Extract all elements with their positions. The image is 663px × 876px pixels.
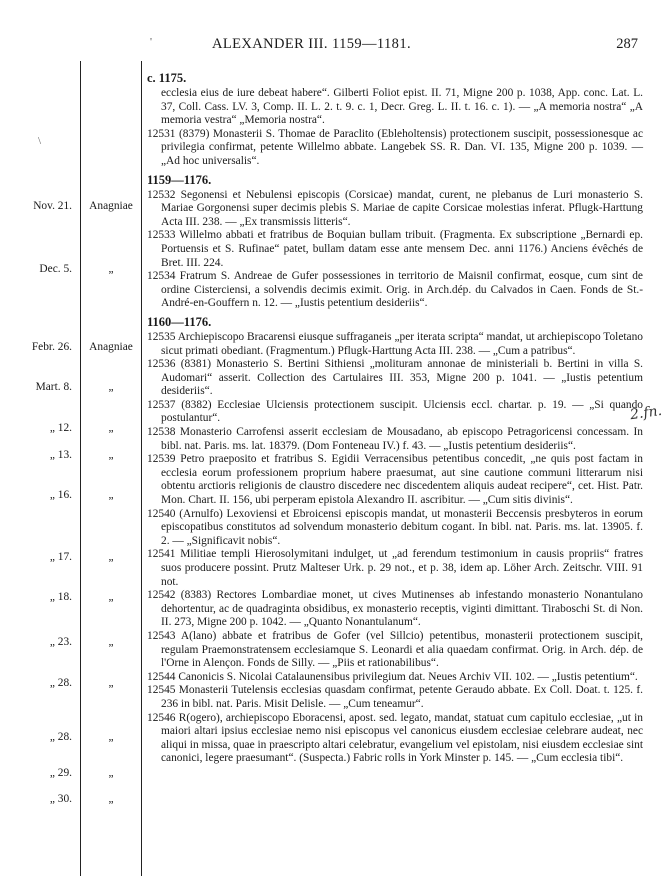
margin-place: „ xyxy=(108,551,114,563)
section-date-heading: c. 1175. xyxy=(147,71,187,85)
regest-entry: 12538 Monasterio Carrofensi asserit ecclesiam de Mousadano, ab episcopo Petragoricensi concessam. In bibl. nat. Paris. ms. lat. 18379. (Dom Fonteneau IV.) f. 43. — „Iustis petentium desideriis“. xyxy=(147,426,643,452)
margin-date: Dec. 5. xyxy=(39,263,72,275)
margin-place: Anagniae xyxy=(89,341,133,353)
margin-date: Mart. 8. xyxy=(35,381,72,393)
page-header xyxy=(0,36,650,52)
regest-entry: 12542 (8383) Rectores Lombardiae monet, ut cives Mutinenses ab infestando monasterio Nonantulano dehortentur, ac de quadraginta obsidibus, ex monasterio receptis, viginti dimittant. Tiraboschi St. di Non. II. 273, Migne 200 p. 1042. — „Quanto Nonantulanum“. xyxy=(147,589,643,629)
margin-place: „ xyxy=(108,793,114,805)
regest-entry: 12543 A(lano) abbate et fratribus de Gofer (vel Sillcio) petentibus, monasterii protectionem suscipit, regulam Praemonstratensem ecclesiamque S. Leonardi et alia quaedam confirmat. Orig. in Arch. dép. de l'Orne in Alençon. Fonds de Silly. — „Piis et rationabilibus“. xyxy=(147,629,643,670)
margin-date: „ 17. xyxy=(49,551,72,563)
margin-date: „ 30. xyxy=(49,793,72,805)
margin-date: „ 13. xyxy=(49,449,72,461)
regest-entry: 12532 Segonensi et Nebulensi episcopis (Corsicae) mandat, curent, ne plebanus de Luri monasterio S. Mariae Gorgonensi super decimis plebis S. Mariae de capite Corsicae molestias inferat. Pflugk-Harttung Acta III. 238. — „Ex transmissis litteris“. xyxy=(147,188,643,228)
margin-place: „ xyxy=(108,381,114,393)
regest-entry: 12545 Monasterii Tutelensis ecclesias quasdam confirmat, petente Geraudo abbate. Ex Coll. Doat. t. 125. f. 236 in bibl. nat. Paris. Misit Delisle. — „Cum teneamur“. xyxy=(147,684,643,710)
regest-entry: 12535 Archiepiscopo Bracarensi eiusque suffraganeis „per iterata scripta“ mandat, ut archiepiscopo Toletano sicut primati obediant. (Fragmentum.) Pflugk-Harttung Acta III. 238. — „Cum a patribus“. xyxy=(147,330,643,357)
section-date-heading: 1160—1176. xyxy=(147,314,212,329)
margin-date: „ 23. xyxy=(49,636,72,648)
margin-date: „ 28. xyxy=(49,677,72,689)
column-rule-dates xyxy=(80,61,81,876)
handwritten-margin-note: 2.fn. xyxy=(629,402,663,424)
regest-entry: 12536 (8381) Monasterio S. Bertini Sithiensi „molituram annonae de ministeriali b. Bertini in villa S. Audomari“ asserit. Collection des Cartulaires III. 353, Migne 200 p. 1041. — „Iustis petentium desideriis“. xyxy=(147,358,643,398)
margin-place: „ xyxy=(108,449,114,461)
regest-entry: 12540 (Arnulfo) Lexoviensi et Ebroicensi episcopis mandat, ut monasterii Beccensis presbyteros in eorum episcopatibus constitutos ad solvendum monasterio debitum cogant. In bibl. nat. Paris. ms. lat. 13905. f. 2. — „Significavit nobis“. xyxy=(147,507,643,547)
margin-place: „ xyxy=(108,636,114,648)
margin-date: „ 16. xyxy=(49,489,72,501)
regest-entry: 12546 R(ogero), archiepiscopo Eboracensi, apost. sed. legato, mandat, statuat cum capitulo ecclesiae, „ut in maiori altari ipsius ecclesiae nemo nisi episcopus vel canonicus eiusdem ecclesiae celebrare audeat, nec aliqui in missa, quae in praescripto altari celebratur, evangelium vel epistolam, nisi eiusdem ecclesiae sint canonici, legere praesumant“. (Suspecta.) Fabric rolls in York Minster p. 145. — „Cum ecclesia tibi“. xyxy=(147,711,643,765)
regesta-text xyxy=(147,70,643,766)
header-tick-mark: ' xyxy=(150,36,152,48)
margin-date: Febr. 26. xyxy=(31,341,72,353)
regest-entry: 12534 Fratrum S. Andreae de Gufer possessiones in territorio de Maisnil confirmat, eosque, cum sint de ordine Cisterciensi, a solvendis decimis eximit. Orig. in Arch.dép. du Calvados in Caen. Fonds de St.-André-en-Gouffern n. 12. — „Iustis petentium desideriis“. xyxy=(147,270,643,310)
margin-date: Nov. 21. xyxy=(33,200,72,212)
margin-place: Anagniae xyxy=(89,200,133,212)
regest-entry: 12537 (8382) Ecclesiae Ulciensis protectionem suscipit. Ulciensis eccl. chartar. p. 19. — „Si quando postulantur“. xyxy=(147,398,643,425)
running-title: ALEXANDER III. 1159—1181. xyxy=(212,36,412,52)
margin-place: „ xyxy=(108,489,114,501)
margin-date: „ 12. xyxy=(49,422,72,434)
regest-entry: 12539 Petro praeposito et fratribus S. Egidii Verracensibus petentibus concedit, „ne quis post factam in ecclesia eorum professionem proprium habere praesumat, aut sine cautione communi litterarum nisi obtentu arctioris religionis de claustro discedere nec discedentem aliquis audeat recipere“, cet. Hist. Patr. Mon. Chart. II. 156, ubi perperam epistola Alexandro II. ascribitur. — „Cum sitis divinis“. xyxy=(147,453,643,507)
stray-mark: \ xyxy=(38,135,42,147)
column-rule-places xyxy=(141,61,142,876)
regest-entry: 12541 Militiae templi Hierosolymitani indulget, ut „ad ferendum testimonium in causis propriis“ fratres suos producere possint. Prutz Malteser Urk. p. 29 not., et p. 38, idem ap. Löher Arch. Zeitschr. VIII. 91 not. xyxy=(147,548,643,588)
margin-place: „ xyxy=(108,731,114,743)
page-number: 287 xyxy=(616,36,638,52)
margin-place: „ xyxy=(108,422,114,434)
margin-date: „ 29. xyxy=(49,767,72,779)
regest-entry: 12544 Canonicis S. Nicolai Catalaunensibus privilegium dat. Neues Archiv VII. 102. — „Iustis petentium“. xyxy=(147,670,638,683)
section-date-heading: 1159—1176. xyxy=(147,172,212,187)
regest-entry: 12533 Willelmo abbati et fratribus de Boquian bullam tribuit. (Fragmenta. Ex subscriptione „Bernardi ep. Portuensis et S. Rufinae“ patet, bullam datam esse ante mensem Dec. anni 1176.) Anciens évêchés de Bret. III. 224. xyxy=(147,229,643,269)
margin-place: „ xyxy=(108,767,114,779)
regest-entry: 12531 (8379) Monasterii S. Thomae de Paraclito (Ebleholtensis) protectionem suscipit, possessionesque ac privilegia confirmat, petente Willelmo abbate. Langebek SS. R. Dan. VI. 135, Migne 200 p. 1039. — „Ad hoc universalis“. xyxy=(147,127,643,167)
margin-date: „ 28. xyxy=(49,731,72,743)
regest-entry: ecclesia eius de iure debeat habere“. Gilberti Foliot epist. II. 71, Migne 200 p. 1038, App. conc. Lat. L. 37, Coll. Cass. LV. 3, Comp. II. L. 2. t. 9. c. 1, Decr. Greg. L. II. t. 16. c. 1). — „A memoria nostra“ „A memoria vestra“ „Memoria nostra“. xyxy=(161,87,643,127)
margin-place: „ xyxy=(108,591,114,603)
margin-place: „ xyxy=(108,677,114,689)
margin-date: „ 18. xyxy=(49,591,72,603)
margin-place: „ xyxy=(108,263,114,275)
